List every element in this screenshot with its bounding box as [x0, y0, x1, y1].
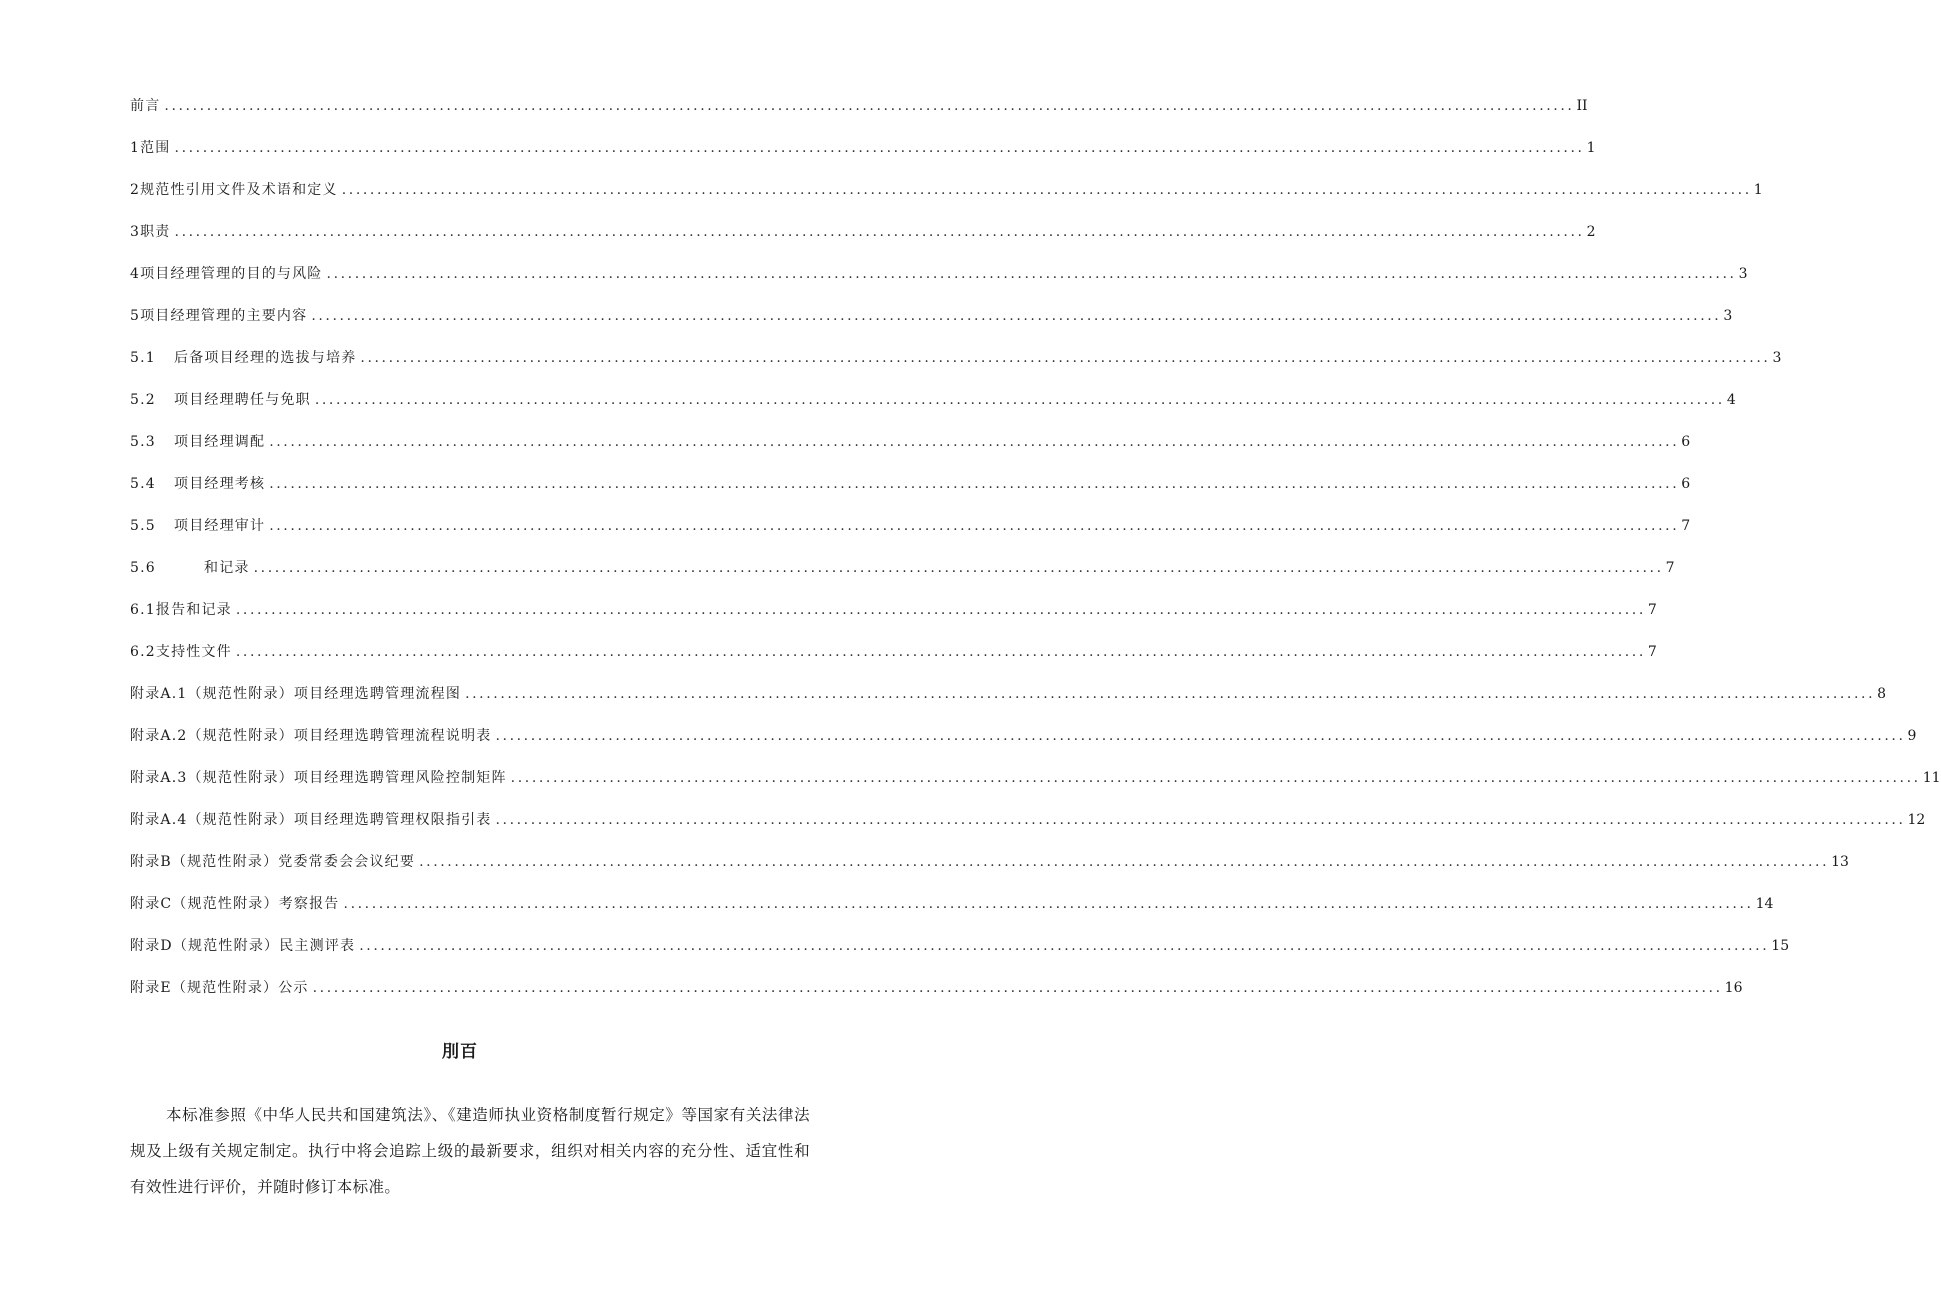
toc-entry-5-3[interactable]: [130, 429, 1691, 471]
toc-entry-page: 11: [1922, 770, 1941, 786]
toc-dot-leader: ........................................................................................................................................................................................................: [359, 938, 1770, 954]
toc-entry-label: 报告和记录: [155, 602, 232, 618]
toc-entry-label: 附录E（规范性附录）公示: [130, 980, 309, 996]
toc-dot-leader: ........................................................................................................................................................................................................: [269, 518, 1680, 534]
toc-entry-page: 4: [1726, 392, 1736, 408]
toc-dot-leader: ........................................................................................................................................................................................................: [495, 728, 1906, 744]
toc-dot-leader: ........................................................................................................................................................................................................: [235, 644, 1646, 660]
toc-entry-number: 1: [130, 140, 141, 156]
section-title: 刖百: [442, 1042, 478, 1062]
toc-dot-leader: ........................................................................................................................................................................................................: [253, 560, 1664, 576]
toc-entry-page: 1: [1753, 182, 1763, 198]
toc-entry-number: 5.6: [130, 560, 156, 576]
toc-entry-label: 项目经理调配: [174, 434, 266, 450]
toc-entry-page: 13: [1831, 854, 1849, 870]
toc-entry-number: 5.5: [130, 518, 156, 534]
toc-entry-label: 附录A.3（规范性附录）项目经理选聘管理风险控制矩阵: [130, 770, 507, 786]
toc-entry-page: 8: [1877, 686, 1887, 702]
toc-entry-number: 5.3: [130, 434, 156, 450]
toc-dot-leader: ........................................................................................................................................................................................................: [465, 686, 1876, 702]
toc-dot-leader: ........................................................................................................................................................................................................: [311, 308, 1722, 324]
toc-entry-5-5[interactable]: [130, 513, 1691, 555]
toc-entry-5-1[interactable]: [130, 345, 1782, 387]
table-of-contents: [130, 93, 1941, 1017]
toc-entry-page: 1: [1586, 140, 1596, 156]
toc-entry-number: 3: [130, 224, 141, 240]
toc-entry-2[interactable]: [130, 177, 1763, 219]
toc-dot-leader: ........................................................................................................................................................................................................: [164, 98, 1575, 114]
toc-entry-page: 6: [1681, 476, 1691, 492]
toc-entry-label: 支持性文件: [155, 644, 232, 660]
toc-entry-number: 4: [130, 266, 141, 282]
toc-entry-page: 9: [1907, 728, 1917, 744]
toc-dot-leader: ........................................................................................................................................................................................................: [269, 434, 1680, 450]
toc-dot-leader: ........................................................................................................................................................................................................: [174, 224, 1585, 240]
toc-dot-leader: ........................................................................................................................................................................................................: [235, 602, 1646, 618]
toc-entry-number: 5.1: [130, 350, 156, 366]
toc-entry-label: 附录A.4（规范性附录）项目经理选聘管理权限指引表: [130, 812, 492, 828]
toc-entry-appendix-c[interactable]: [130, 891, 1774, 933]
toc-entry-label: 项目经理审计: [174, 518, 266, 534]
toc-entry-appendix-b[interactable]: [130, 849, 1849, 891]
toc-entry-label: 项目经理聘任与免职: [174, 392, 311, 408]
toc-entry-appendix-d[interactable]: [130, 933, 1790, 975]
foreword-paragraph: 本标准参照《中华人民共和国建筑法》、《建造师执业资格制度暂行规定》等国家有关法律法规及上级有关规定制定。执行中将会追踪上级的最新要求，组织对相关内容的充分性、适宜性和有效性进行评价，并随时修订本标准。: [130, 1106, 810, 1196]
toc-entry-label: 附录B（规范性附录）党委常委会会议纪要: [130, 854, 416, 870]
toc-entry-foreword[interactable]: [130, 93, 1588, 135]
toc-entry-label: 规范性引用文件及术语和定义: [140, 182, 338, 198]
toc-entry-label: 附录A.1（规范性附录）项目经理选聘管理流程图: [130, 686, 462, 702]
toc-entry-appendix-a1[interactable]: [130, 681, 1887, 723]
toc-dot-leader: ........................................................................................................................................................................................................: [510, 770, 1921, 786]
toc-entry-number: 6.1: [130, 602, 156, 618]
toc-entry-1[interactable]: [130, 135, 1596, 177]
toc-entry-page: 7: [1681, 518, 1691, 534]
toc-dot-leader: ........................................................................................................................................................................................................: [312, 980, 1723, 996]
toc-dot-leader: ........................................................................................................................................................................................................: [174, 140, 1585, 156]
toc-entry-number: 5.2: [130, 392, 156, 408]
toc-entry-page: 7: [1665, 560, 1675, 576]
toc-entry-6-1[interactable]: [130, 597, 1657, 639]
toc-entry-label: 和记录: [204, 560, 250, 576]
toc-entry-number: 6.2: [130, 644, 156, 660]
toc-entry-5-6[interactable]: [130, 555, 1675, 597]
toc-entry-label: 范围: [140, 140, 171, 156]
toc-entry-page: 3: [1772, 350, 1782, 366]
toc-entry-appendix-e[interactable]: [130, 975, 1743, 1017]
toc-entry-label: 项目经理管理的目的与风险: [140, 266, 323, 282]
toc-entry-appendix-a3[interactable]: [130, 765, 1941, 807]
toc-dot-leader: ........................................................................................................................................................................................................: [419, 854, 1830, 870]
toc-entry-3[interactable]: [130, 219, 1596, 261]
toc-entry-page: 6: [1681, 434, 1691, 450]
toc-entry-page: 2: [1586, 224, 1596, 240]
toc-dot-leader: ........................................................................................................................................................................................................: [314, 392, 1725, 408]
toc-entry-label: 附录D（规范性附录）民主测评表: [130, 938, 356, 954]
toc-entry-label: 附录C（规范性附录）考察报告: [130, 896, 340, 912]
toc-entry-appendix-a4[interactable]: [130, 807, 1926, 849]
toc-entry-page: 14: [1755, 896, 1774, 912]
toc-dot-leader: ........................................................................................................................................................................................................: [343, 896, 1754, 912]
toc-entry-number: 5.4: [130, 476, 156, 492]
toc-entry-number: 5: [130, 308, 141, 324]
toc-entry-page: 15: [1771, 938, 1790, 954]
toc-dot-leader: ........................................................................................................................................................................................................: [326, 266, 1737, 282]
toc-entry-appendix-a2[interactable]: [130, 723, 1917, 765]
toc-dot-leader: ........................................................................................................................................................................................................: [341, 182, 1752, 198]
toc-entry-5-2[interactable]: [130, 387, 1736, 429]
toc-entry-page: 3: [1723, 308, 1733, 324]
toc-entry-page: 7: [1647, 602, 1657, 618]
toc-dot-leader: ........................................................................................................................................................................................................: [495, 812, 1906, 828]
toc-entry-page: 3: [1738, 266, 1748, 282]
toc-entry-label: 项目经理考核: [174, 476, 266, 492]
toc-entry-6-2[interactable]: [130, 639, 1657, 681]
toc-entry-5-4[interactable]: [130, 471, 1691, 513]
toc-entry-page: II: [1576, 98, 1588, 114]
toc-entry-page: 16: [1724, 980, 1743, 996]
toc-dot-leader: ........................................................................................................................................................................................................: [269, 476, 1680, 492]
toc-dot-leader: ........................................................................................................................................................................................................: [360, 350, 1771, 366]
toc-entry-label: 附录A.2（规范性附录）项目经理选聘管理流程说明表: [130, 728, 492, 744]
toc-entry-page: 12: [1907, 812, 1926, 828]
toc-entry-page: 7: [1647, 644, 1657, 660]
toc-entry-number: 2: [130, 182, 141, 198]
toc-entry-label: 后备项目经理的选拔与培养: [174, 350, 357, 366]
toc-entry-label: 职责: [140, 224, 171, 240]
toc-entry-label: 前言: [130, 98, 161, 114]
toc-entry-5[interactable]: [130, 303, 1733, 345]
toc-entry-4[interactable]: [130, 261, 1748, 303]
toc-entry-label: 项目经理管理的主要内容: [140, 308, 308, 324]
